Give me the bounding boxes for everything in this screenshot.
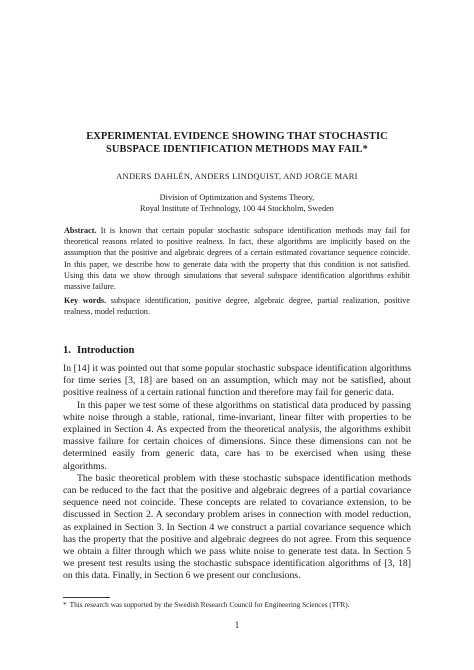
abstract-label: Abstract. (64, 226, 97, 235)
abstract (64, 225, 410, 292)
footnote-rule (63, 597, 110, 598)
title-line-1: EXPERIMENTAL EVIDENCE SHOWING THAT STOCHASTIC (86, 131, 388, 142)
abstract-text: It is known that certain popular stochastic subspace identification methods may fail for theoretical reasons related to positive realness. In fact, these algorithms are implicitly based on the assumption that the positive and algebraic degrees of a certain estimated covariance sequence coincide. In this paper, we describe how to generate data with the property that this condition is not satisfied. Using this data we show through simulations that several subspace identification algorithms exhibit massive failure. (64, 226, 410, 292)
footnote-text: This research was supported by the Swedish Research Council for Engineering Sciences (TFR). (69, 600, 350, 609)
affiliation-line-2: Royal Institute of Technology, 100 44 Stockholm, Sweden (140, 204, 334, 213)
keywords (64, 295, 410, 317)
section-title: Introduction (76, 345, 135, 356)
paragraph-1: In [14] it was pointed out that some popular stochastic subspace identification algorithms for time series [3, 18] are based on an assumption, which may not be satisfied, about positive realness of a certain rational function and therefore may fail for generic data. (63, 363, 411, 399)
footnote (63, 600, 423, 609)
affiliation-line-1: Division of Optimization and Systems Theory, (159, 193, 315, 202)
keywords-text: subspace identification, positive degree, algebraic degree, partial realization, positive realness, model reduction. (64, 296, 411, 317)
author-list: ANDERS DAHLÉN, ANDERS LINDQUIST, AND JORGE MARI (116, 172, 358, 181)
section-heading (63, 345, 140, 356)
paragraph-2: In this paper we test some of these algorithms on statistical data produced by passing white noise through a stable, rational, time-invariant, linear filter with properties to be explained in Section 4. As expected from the theoretical analysis, the algorithms exhibit massive failure for certain choices of dimensions. Since these dimensions can not be determined easily from generic data, care has to be exercised when using these algorithms. (63, 399, 411, 472)
page-number: 1 (234, 620, 240, 630)
title-line-2: SUBSPACE IDENTIFICATION METHODS MAY FAIL* (106, 144, 368, 155)
keywords-label: Key words. (64, 296, 107, 305)
footnote-mark: * (63, 600, 67, 609)
paper-title (40, 130, 434, 156)
section-number: 1. (63, 345, 71, 356)
section-body (63, 363, 411, 583)
paragraph-3: The basic theoretical problem with these stochastic subspace identification methods can be reduced to the fact that the positive and algebraic degrees of a partial covariance sequence need not coincide. These concepts are related to covariance extension, to be discussed in Section 2. A secondary problem arises in connection with model reduction, as explained in Section 3. In Section 4 we construct a partial covariance sequence which has the property that the positive and algebraic degrees do not agree. From this sequence we obtain a filter through which we pass white noise to generate test data. In Section 5 we present test results using the stochastic subspace identification algorithms of [3, 18] on this data. Finally, in Section 6 we present our conclusions. (63, 472, 411, 582)
